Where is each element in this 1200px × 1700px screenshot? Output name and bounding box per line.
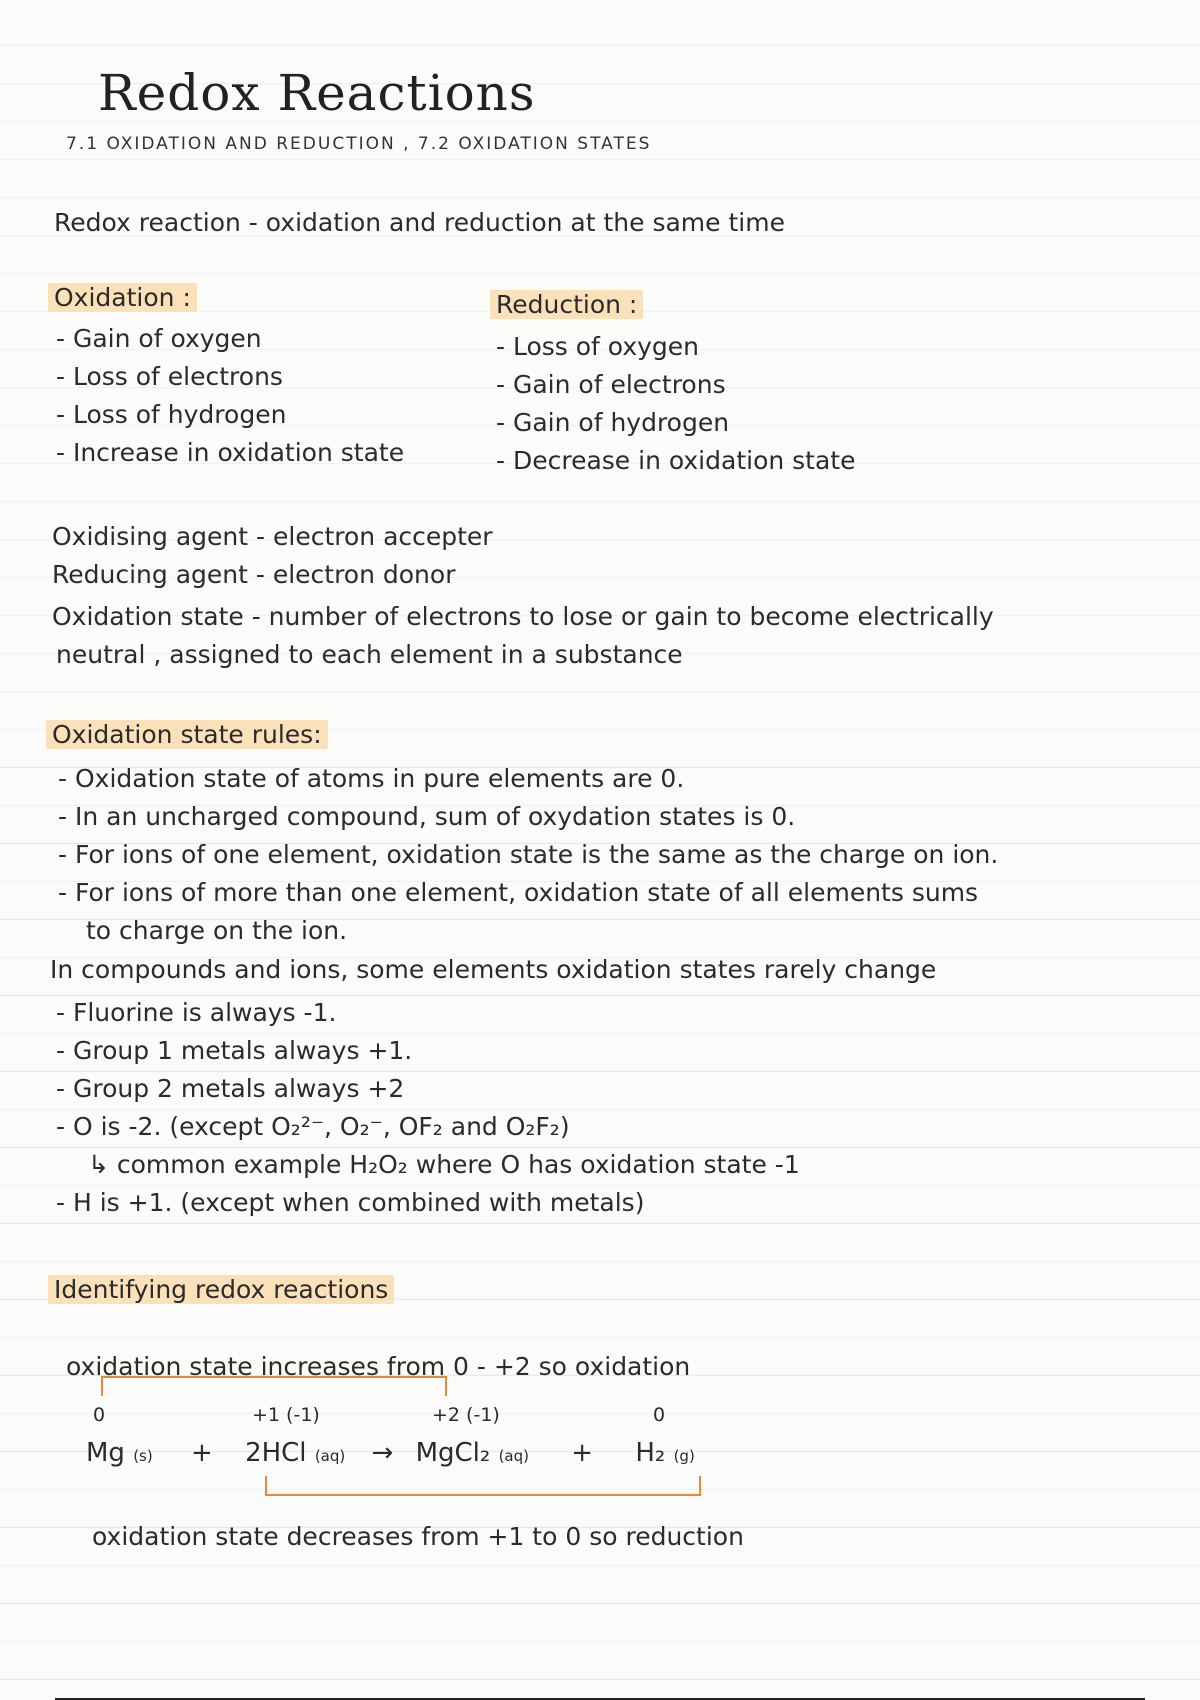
product-mgcl2: MgCl₂: [415, 1438, 491, 1468]
special-rule-item: - H is +1. (except when combined with metals): [56, 1184, 800, 1222]
oxidation-item: - Loss of electrons: [56, 358, 404, 396]
oxidation-item: - Loss of hydrogen: [56, 396, 404, 434]
plus-sign: +: [191, 1438, 213, 1468]
oxidation-state-definition-cont: neutral , assigned to each element in a substance: [56, 640, 683, 669]
reactant-mg: Mg: [86, 1438, 125, 1468]
oxidation-item: - Gain of oxygen: [56, 320, 404, 358]
oxidising-agent-definition: Oxidising agent - electron accepter: [52, 522, 493, 551]
reduction-item: - Gain of hydrogen: [496, 404, 856, 442]
reduction-item: - Gain of electrons: [496, 366, 856, 404]
page-subtitle: 7.1 OXIDATION AND REDUCTION , 7.2 OXIDATION STATES: [66, 134, 652, 154]
identifying-heading-label: Identifying redox reactions: [48, 1275, 394, 1304]
special-rules-list: [56, 994, 800, 1222]
reduction-annotation: oxidation state decreases from +1 to 0 so reduction: [92, 1522, 744, 1551]
special-rule-item: - Group 1 metals always +1.: [56, 1032, 800, 1070]
reactant-hcl-state: (aq): [314, 1447, 346, 1465]
reduction-list: [496, 328, 856, 480]
reduction-heading: [490, 290, 643, 319]
state-mgcl2: +2 (-1): [432, 1404, 500, 1426]
reaction-equation: [86, 1438, 695, 1468]
reduction-bracket: [265, 1476, 701, 1496]
oxidation-bracket: [101, 1376, 447, 1396]
rules-heading: [46, 720, 328, 749]
redox-definition: Redox reaction - oxidation and reduction at the same time: [54, 208, 785, 237]
plus-sign: +: [571, 1438, 594, 1468]
reduction-item: - Loss of oxygen: [496, 328, 856, 366]
rule-item: - In an uncharged compound, sum of oxydation states is 0.: [58, 798, 998, 836]
reactant-hcl: 2HCl: [245, 1438, 307, 1468]
reducing-agent-definition: Reducing agent - electron donor: [52, 560, 456, 589]
oxidation-state-definition: Oxidation state - number of electrons to lose or gain to become electrically: [52, 602, 994, 631]
rule-item: - Oxidation state of atoms in pure elements are 0.: [58, 760, 998, 798]
rule-item: - For ions of more than one element, oxidation state of all elements sums: [58, 874, 998, 912]
rule-item-continued: to charge on the ion.: [86, 916, 348, 945]
reaction-arrow: →: [371, 1438, 394, 1468]
page-title: Redox Reactions: [98, 64, 536, 122]
special-rule-item: - O is -2. (except O₂²⁻, O₂⁻, OF₂ and O₂F₂): [56, 1108, 800, 1146]
special-rule-note: ↳ common example H₂O₂ where O has oxidation state -1: [88, 1150, 800, 1179]
oxidation-list: [56, 320, 404, 472]
oxidation-item: - Increase in oxidation state: [56, 434, 404, 472]
rules-intro: In compounds and ions, some elements oxidation states rarely change: [50, 955, 937, 984]
oxidation-annotation: oxidation state increases from 0 - +2 so oxidation: [66, 1352, 691, 1381]
state-h2: 0: [653, 1404, 666, 1426]
state-mg: 0: [93, 1404, 106, 1426]
rules-list: [58, 760, 998, 950]
product-mgcl2-state: (aq): [498, 1447, 529, 1465]
reduction-item: - Decrease in oxidation state: [496, 442, 856, 480]
product-h2: H₂: [635, 1438, 666, 1468]
reduction-heading-label: Reduction :: [490, 290, 643, 319]
state-hcl: +1 (-1): [252, 1404, 320, 1426]
oxidation-heading-label: Oxidation :: [48, 283, 197, 312]
special-rule-item: - Group 2 metals always +2: [56, 1070, 800, 1108]
special-rule-item: - Fluorine is always -1.: [56, 994, 800, 1032]
product-h2-state: (g): [673, 1447, 695, 1465]
reactant-mg-state: (s): [133, 1447, 153, 1465]
identifying-heading: [48, 1275, 394, 1304]
rules-heading-label: Oxidation state rules:: [46, 720, 328, 749]
rule-item: - For ions of one element, oxidation state is the same as the charge on ion.: [58, 836, 998, 874]
oxidation-heading: [48, 283, 197, 312]
